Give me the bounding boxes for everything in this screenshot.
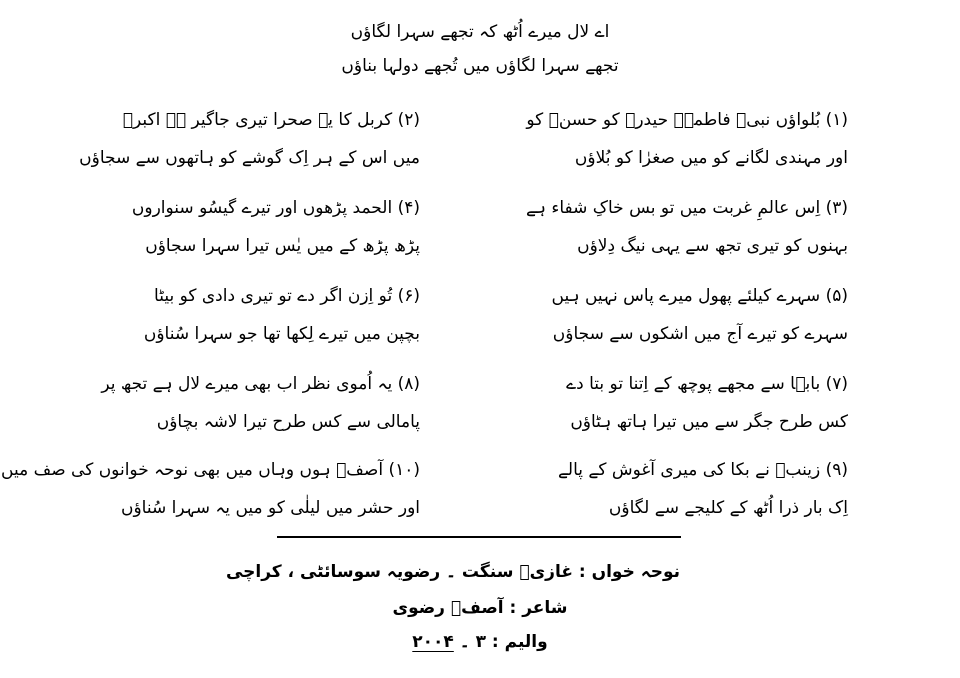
stanza-10-line-1: (۱۰) آصفؔ ہوں وہاں میں بھی نوحہ خوانوں کی صف میں: [1, 460, 420, 480]
stanza-5-line-1: (۵) سہرے کیلئے پھول میرے پاس نہیں ہیں: [551, 286, 848, 306]
stanza-6-line-2: بچپن میں تیرے لِکھا تھا جو سہرا سُناؤں: [143, 324, 420, 344]
stanza-5-line-2: سہرے کو تیرے آج میں اشکوں سے سجاؤں: [552, 324, 848, 344]
stanza-9-line-2: اِک بار ذرا اُٹھ کے کلیجے سے لگاؤں: [608, 498, 848, 518]
stanza-4-line-2: پڑھ پڑھ کے میں یٰس تیرا سہرا سجاؤں: [145, 236, 420, 256]
stanza-8-line-1: (۸) یہ اُموی نظر اب بھی میرے لال ہے تجھ پر: [101, 374, 420, 394]
stanza-3-line-2: بہنوں کو تیری تجھ سے یہی نیگ دِلاؤں: [577, 236, 848, 256]
section-divider: [277, 536, 681, 538]
reciter-credit: نوحہ خواں : غازیؑ سنگت ۔ رضویہ سوسائٹی ، کراچی: [225, 562, 680, 582]
stanza-10-line-2: اور حشر میں لیلٰی کو میں یہ سہرا سُناؤں: [120, 498, 420, 518]
stanza-1-line-2: اور مہندی لگانے کو میں صغرٰا کو بُلاؤں: [574, 148, 848, 168]
header-line-1: اے لال میرے اُٹھ کہ تجھے سہرا لگاؤں: [350, 22, 610, 42]
stanza-2-line-1: (۲) کربل کا یہ صحرا تیری جاگیر ہے اکبرؑ: [122, 110, 420, 130]
stanza-6-line-1: (۶) تُو اِزن اگر دے تو تیری دادی کو بیٹا: [154, 286, 420, 306]
stanza-9-line-1: (۹) زینبؑ نے بکا کی میری آغوش کے پالے: [557, 460, 848, 480]
stanza-8-line-2: پامالی سے کس طرح تیرا لاشہ بچاؤں: [156, 412, 420, 432]
volume-credit: [280, 630, 680, 654]
stanza-4-line-1: (۴) الحمد پڑھوں اور تیرے گیسُو سنواروں: [131, 198, 420, 218]
stanza-3-line-1: (۳) اِس عالمِ غربت میں تو بس خاکِ شفاء ہے: [526, 198, 848, 218]
volume-year: ۲۰۰۴: [412, 632, 454, 652]
poet-credit: شاعر : آصفؔ رضوی: [392, 598, 568, 618]
stanza-2-line-2: میں اس کے ہر اِک گوشے کو ہاتھوں سے سجاؤں: [79, 148, 420, 168]
volume-label: والیم : ۳ ۔: [453, 632, 548, 652]
stanza-7-line-2: کس طرح جگر سے میں تیرا ہاتھ ہٹاؤں: [570, 412, 848, 432]
stanza-1-line-1: (۱) بُلواؤں نبیؐ فاطمہؑ حیدرؑ کو حسنؑ کو: [526, 110, 848, 130]
header-line-2: تجھے سہرا لگاؤں میں تُجھے دولہا بناؤں: [341, 56, 619, 76]
stanza-7-line-1: (۷) بابؑا سے مجھے پوچھ کے اِتنا تو بتا دے: [566, 374, 848, 394]
